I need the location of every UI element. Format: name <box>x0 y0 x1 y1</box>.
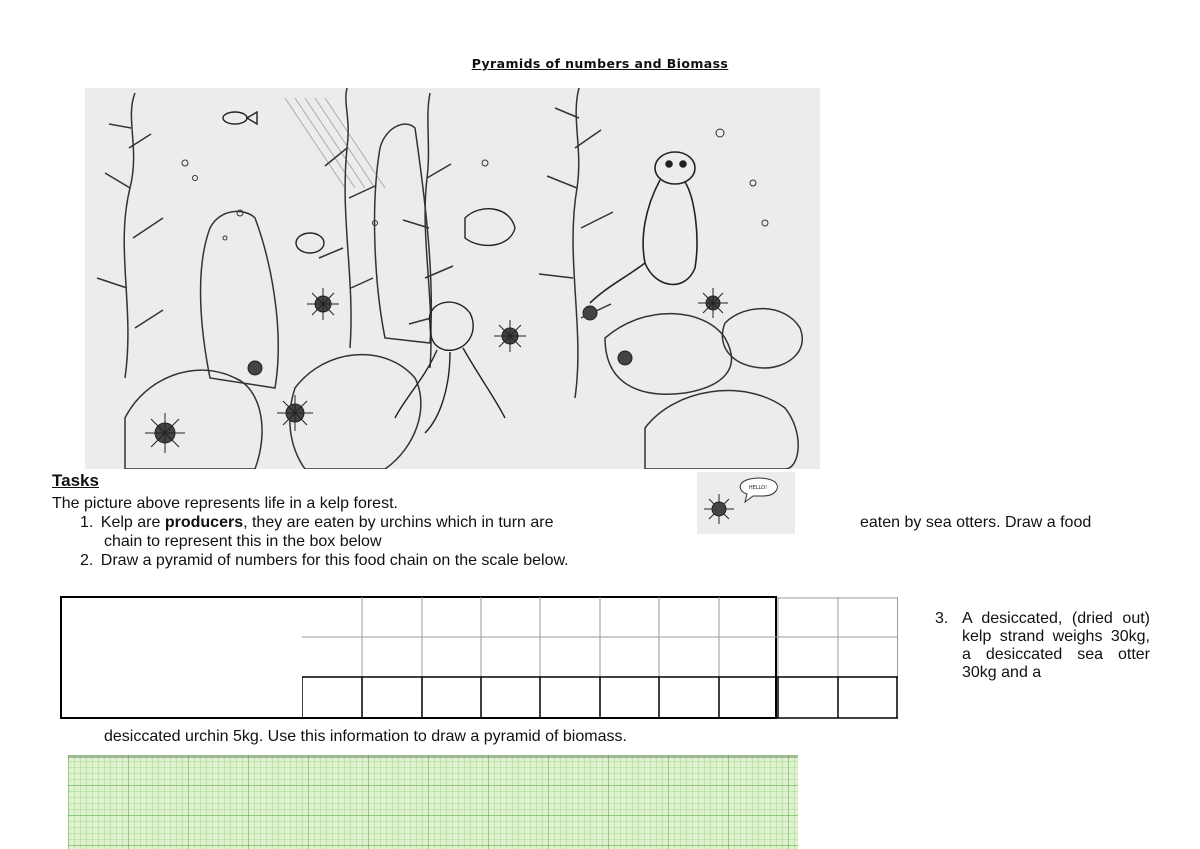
task-1-number: 1. <box>80 514 94 531</box>
task-1-text-start: Kelp are <box>100 514 165 531</box>
task-1-tail: eaten by sea otters. Draw a food <box>860 514 1092 531</box>
urchin-hello-image <box>697 472 795 534</box>
task-2-number: 2. <box>80 552 94 569</box>
tasks-intro: The picture above represents life in a kelp forest. <box>52 495 398 512</box>
task-1 <box>80 513 553 532</box>
biomass-graph-paper[interactable] <box>68 755 798 849</box>
task-3-text: A desiccated, (dried out) kelp strand weighs 30kg, a desiccated sea otter 30kg and a <box>962 610 1150 681</box>
page-title: Pyramids of numbers and Biomass <box>471 56 729 71</box>
task-1-text-mid: , they are eaten by urchins which in turn are <box>243 514 554 531</box>
tasks-heading: Tasks <box>52 471 99 490</box>
speech-bubble-text: HELLO! <box>748 485 768 491</box>
task-2 <box>80 551 569 570</box>
task-2-text: Draw a pyramid of numbers for this food chain on the scale below. <box>100 552 569 569</box>
task-1-line2: chain to represent this in the box below <box>104 533 382 550</box>
task-3 <box>935 610 1150 682</box>
kelp-forest-illustration <box>85 88 820 469</box>
task-3-continuation: desiccated urchin 5kg. Use this information to draw a pyramid of biomass. <box>104 728 627 745</box>
producers-term: producers <box>164 514 244 531</box>
pyramid-numbers-scale[interactable] <box>302 597 899 721</box>
task-3-number: 3. <box>935 610 949 627</box>
